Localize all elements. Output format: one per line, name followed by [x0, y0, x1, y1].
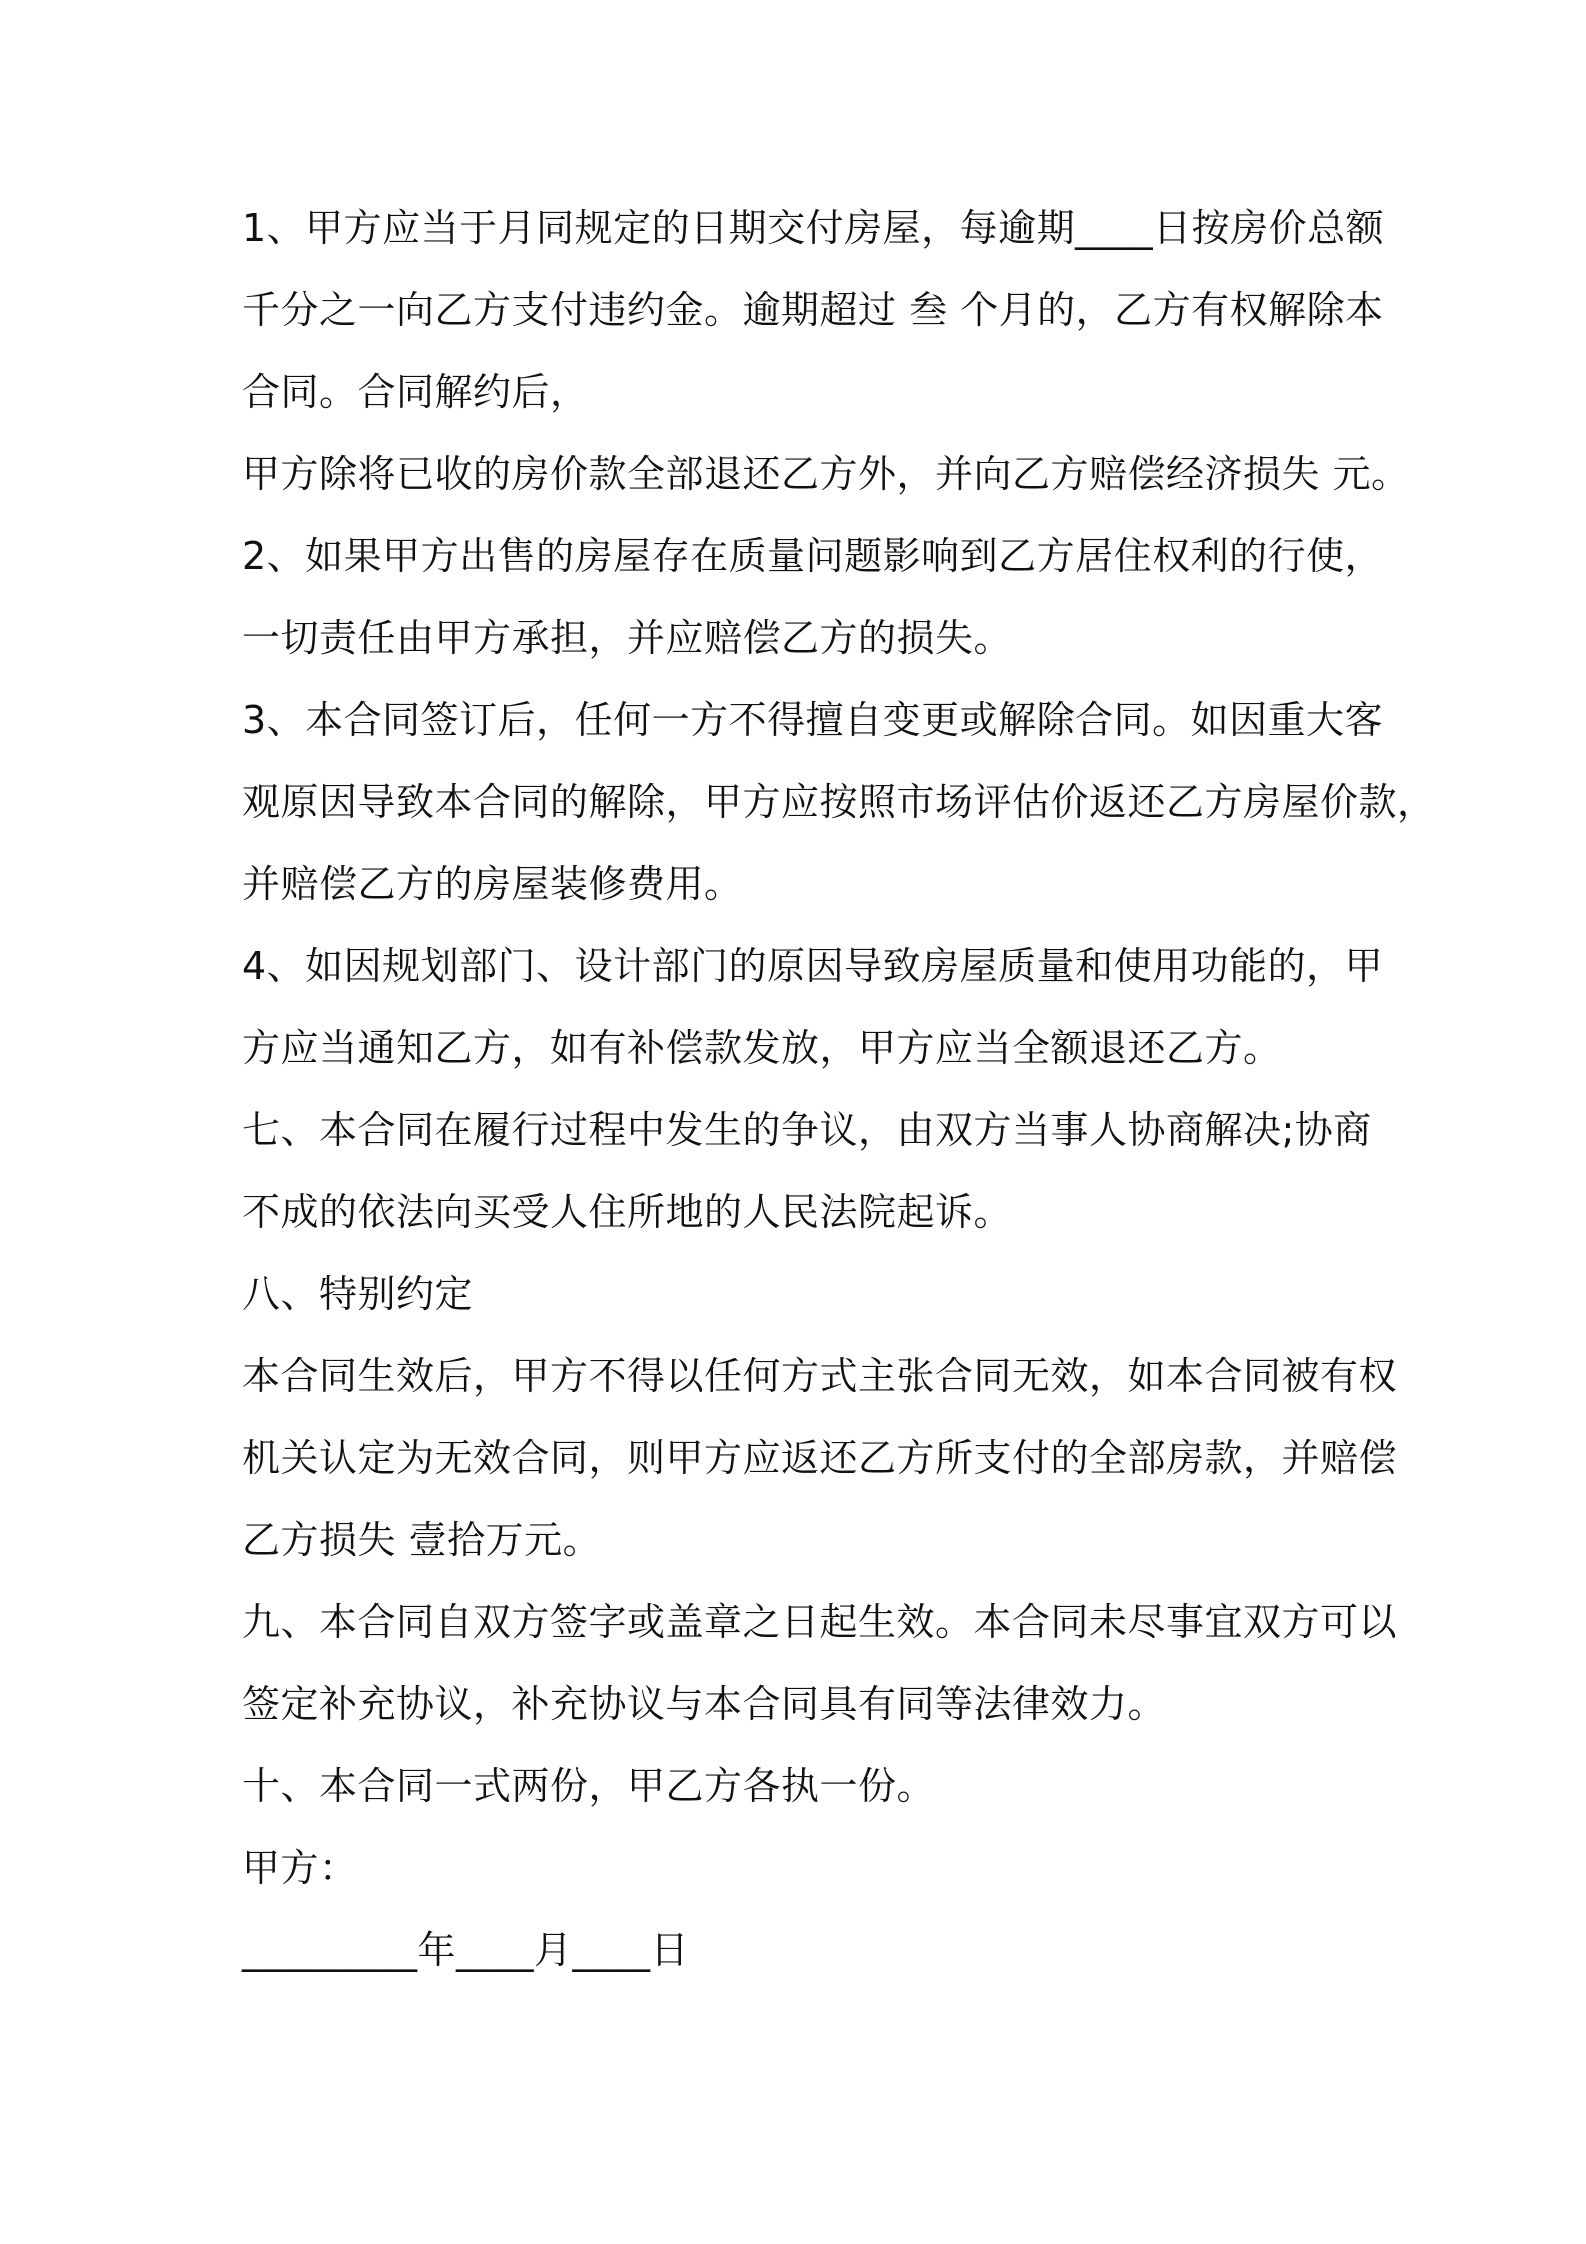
- text-line: 签定补充协议，补充协议与本合同具有同等法律效力。: [242, 1682, 1167, 1726]
- text-line: 并赔偿乙方的房屋装修费用。: [242, 862, 743, 906]
- section-heading: 八、特别约定: [242, 1272, 474, 1316]
- text-line: 1、甲方应当于月同规定的日期交付房屋，每逾期____日按房价总额: [242, 206, 1385, 250]
- text-line: 本合同生效后，甲方不得以任何方式主张合同无效，如本合同被有权: [242, 1354, 1398, 1398]
- text-line: 甲方除将已收的房价款全部退还乙方外，并向乙方赔偿经济损失 元。: [242, 452, 1410, 496]
- document-body: [242, 198, 1436, 2002]
- text-line: 千分之一向乙方支付违约金。逾期超过 叁 个月的，乙方有权解除本: [242, 288, 1384, 332]
- text-line: 一切责任由甲方承担，并应赔偿乙方的损失。: [242, 616, 1013, 660]
- text-line: 方应当通知乙方，如有补偿款发放，甲方应当全额退还乙方。: [242, 1026, 1282, 1070]
- text-line: 4、如因规划部门、设计部门的原因导致房屋质量和使用功能的，甲: [242, 944, 1384, 988]
- text-line: 2、如果甲方出售的房屋存在质量问题影响到乙方居住权利的行使，: [242, 534, 1384, 578]
- text-line: 机关认定为无效合同，则甲方应返还乙方所支付的全部房款，并赔偿: [242, 1436, 1398, 1480]
- text-line: 观原因导致本合同的解除，甲方应按照市场评估价返还乙方房屋价款，: [242, 780, 1436, 824]
- text-line: 不成的依法向买受人住所地的人民法院起诉。: [242, 1190, 1013, 1234]
- text-line: 3、本合同签订后，任何一方不得擅自变更或解除合同。如因重大客: [242, 698, 1384, 742]
- text-line: 七、本合同在履行过程中发生的争议，由双方当事人协商解决;协商: [242, 1108, 1372, 1152]
- text-line: 合同。合同解约后，: [242, 370, 589, 414]
- text-line: 九、本合同自双方签字或盖章之日起生效。本合同未尽事宜双方可以: [242, 1600, 1398, 1644]
- text-line: 乙方损失 壹拾万元。: [242, 1518, 602, 1562]
- date-line: _________年____月____日: [242, 1928, 690, 1972]
- text-line: 十、本合同一式两份，甲乙方各执一份。: [242, 1764, 936, 1808]
- party-a-signature-label: 甲方：: [242, 1846, 358, 1890]
